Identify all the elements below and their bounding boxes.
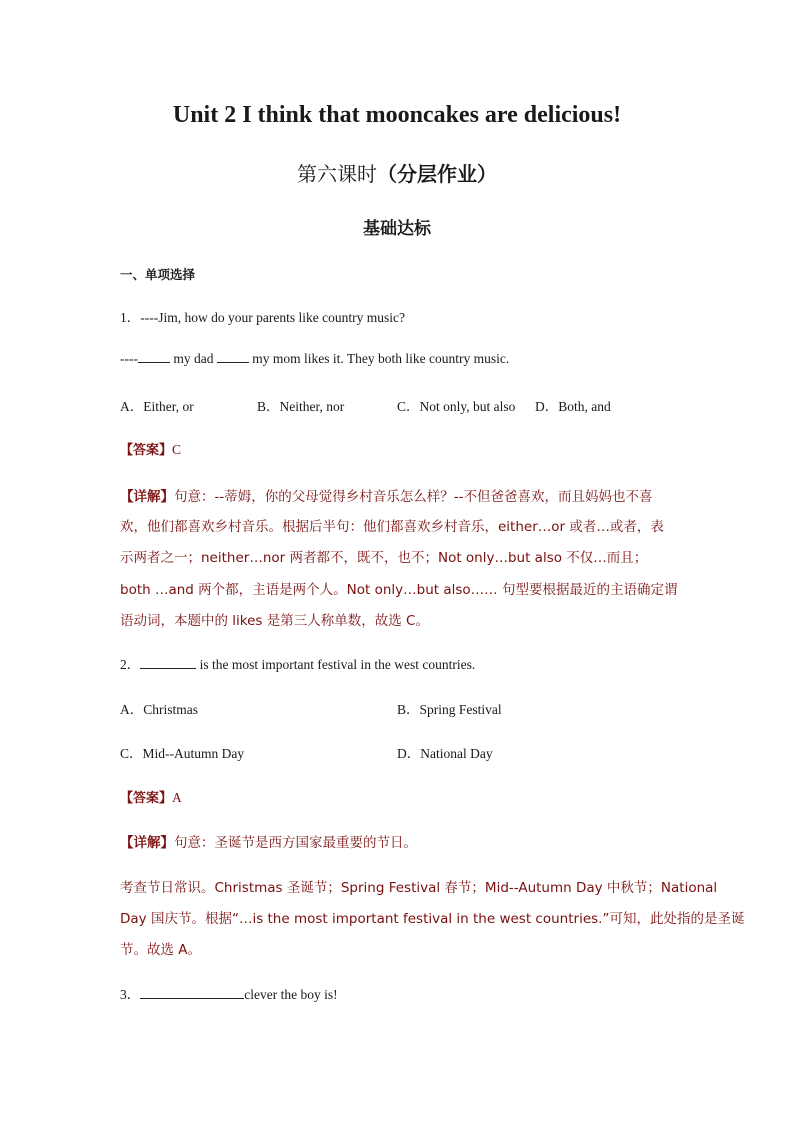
q2-num: 2． xyxy=(120,657,141,672)
q1-answer xyxy=(120,439,181,458)
q2-answer-tag: 【答案】 xyxy=(120,791,173,806)
q2-explain-line-1 xyxy=(120,831,417,851)
q3-num: 3． xyxy=(120,987,141,1002)
q1-answer-tag: 【答案】 xyxy=(120,443,173,458)
lesson-subtitle xyxy=(0,158,794,187)
q1-stem: 1．----Jim, how do your parents like country music? xyxy=(120,310,405,325)
q1-option-c: C．Not only, but also xyxy=(397,399,516,414)
q1-explain-line-3: 示两者之一；neither…nor 两者都不，既不，也不；Not only…but also 不仅…而且； xyxy=(120,550,648,566)
q2-option-c: C．Mid--Autumn Day xyxy=(120,746,245,761)
q2-explain-line-4: 节。故选 A。 xyxy=(120,942,202,958)
q1-line2-c: my mom likes it. They both like country music. xyxy=(248,351,510,366)
q1-blank-1 xyxy=(138,350,170,363)
q2-answer-value: A xyxy=(172,790,182,805)
q1-line2-b: my dad xyxy=(169,351,217,366)
level-heading: 基础达标 xyxy=(363,219,431,239)
q2-option-a: A．Christmas xyxy=(120,702,199,717)
q2-option-b: B．Spring Festival xyxy=(397,702,502,717)
q1-blank-2 xyxy=(217,350,249,363)
q2-explain-line-2: 考查节日常识。Christmas 圣诞节；Spring Festival 春节；Mid--Autumn Day 中秋节；National xyxy=(120,880,718,896)
q2-option-d: D．National Day xyxy=(397,746,493,761)
q1-explain-line-5: 语动词，本题中的 likes 是第三人称单数，故选 C。 xyxy=(120,613,429,629)
q1-option-d: D．Both, and xyxy=(535,399,611,414)
q2-answer xyxy=(120,787,182,806)
q2-blank xyxy=(140,656,196,669)
document-title: Unit 2 I think that mooncakes are delicious! xyxy=(172,102,622,128)
q3-stem-rest: clever the boy is! xyxy=(244,987,338,1002)
q2-explain-first: 句意：圣诞节是西方国家最重要的节日。 xyxy=(174,835,417,851)
section-heading: 一、单项选择 xyxy=(120,267,196,282)
subtitle-bold: （分层作业） xyxy=(377,164,497,186)
q1-line2-a: ---- xyxy=(120,351,138,366)
q1-option-b: B．Neither, nor xyxy=(257,399,345,414)
q1-line2 xyxy=(120,350,509,367)
q2-stem-rest: is the most important festival in the west countries. xyxy=(196,657,476,672)
q1-answer-value: C xyxy=(172,442,182,457)
subtitle-prefix: 第六课时 xyxy=(297,164,377,186)
q2-explain-tag: 【详解】 xyxy=(120,835,174,851)
q1-explain-text-1: 句意：--蒂姆，你的父母觉得乡村音乐怎么样？--不但爸爸喜欢，而且妈妈也不喜 xyxy=(174,489,653,505)
q1-explain-line-1 xyxy=(120,485,652,505)
q1-option-a: A．Either, or xyxy=(120,399,194,414)
q1-explain-line-4: both …and 两个都，主语是两个人。Not only…but also…… 句型要根据最近的主语确定谓 xyxy=(120,582,678,598)
q2-explain-line-3: Day 国庆节。根据“…is the most important festival in the west countries.”可知，此处指的是圣诞 xyxy=(120,911,745,927)
q2-stem xyxy=(120,653,475,673)
q1-explain-line-2: 欢，他们都喜欢乡村音乐。根据后半句：他们都喜欢乡村音乐，either…or 或者…或者，表 xyxy=(120,519,664,535)
q3-blank xyxy=(140,986,244,999)
q3-stem xyxy=(120,983,338,1003)
q1-explain-tag: 【详解】 xyxy=(120,489,174,505)
